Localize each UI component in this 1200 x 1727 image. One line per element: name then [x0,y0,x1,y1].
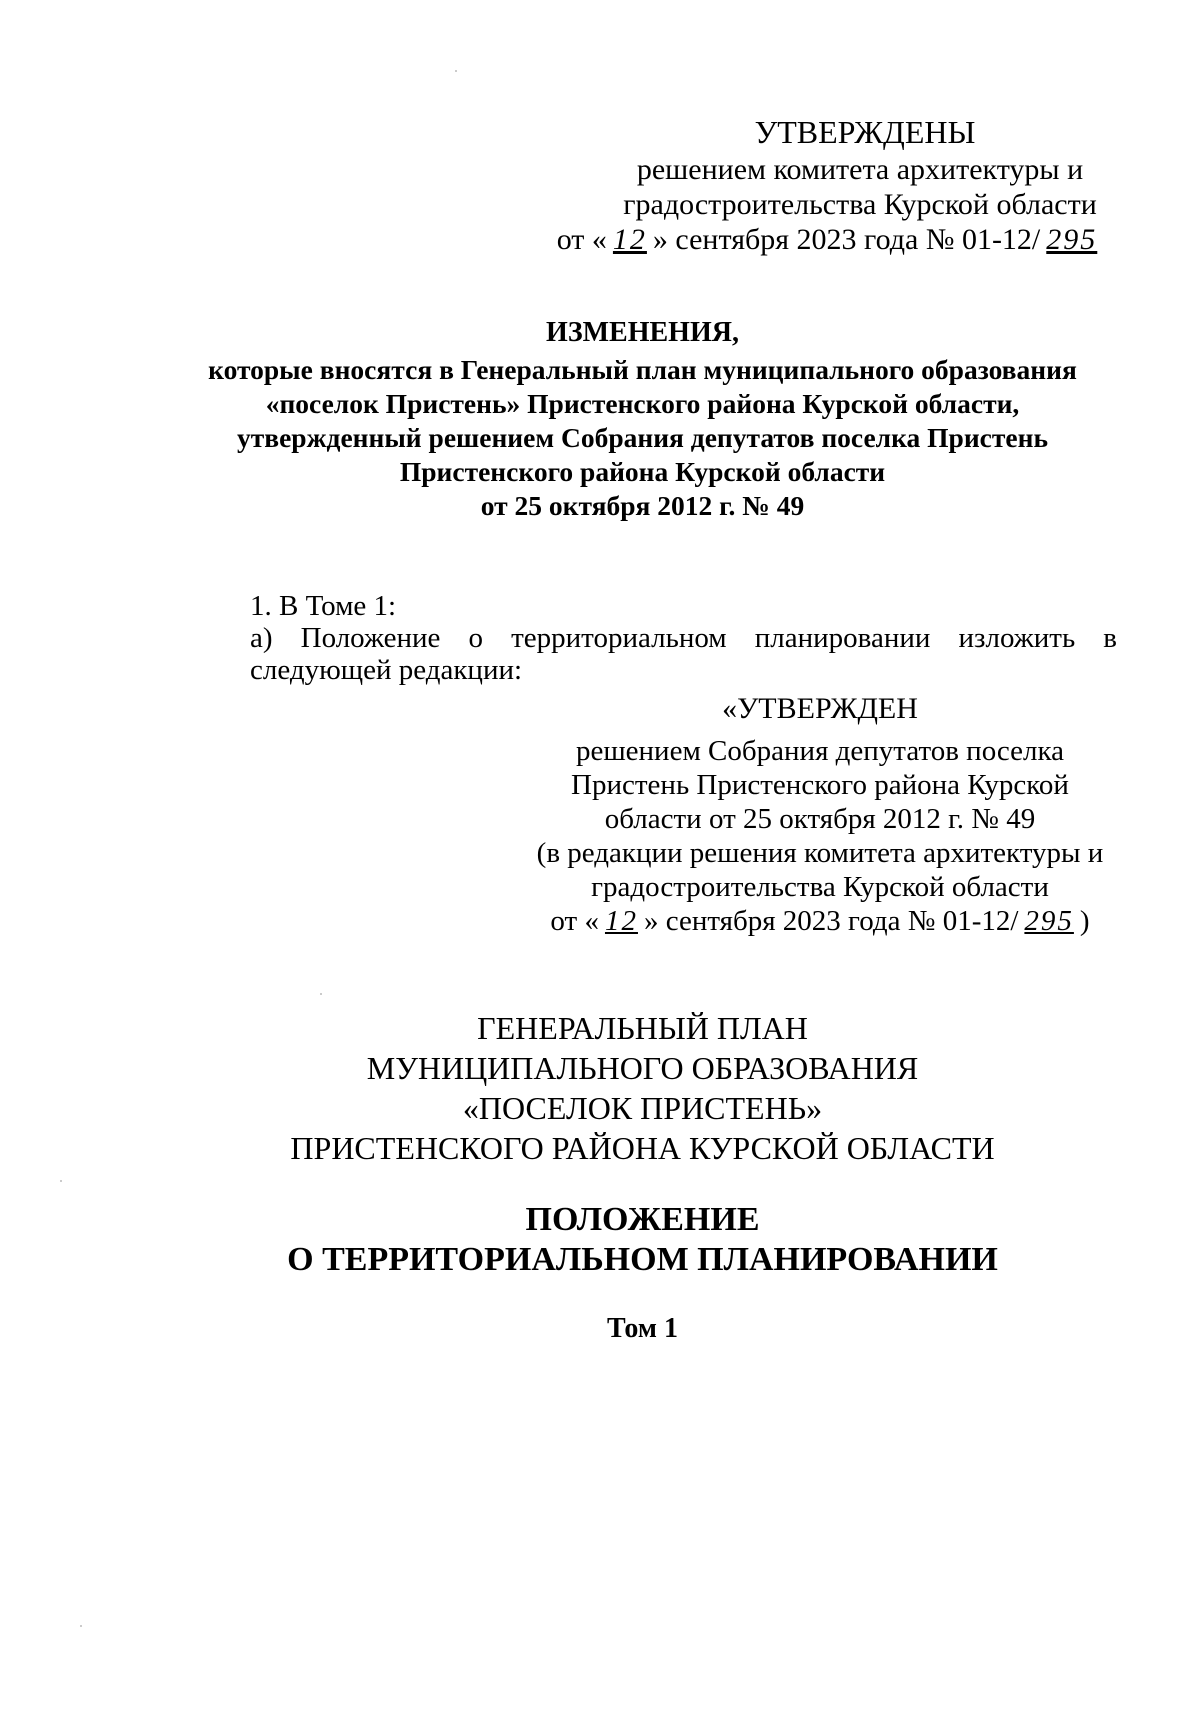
genplan-line-2: МУНИЦИПАЛЬНОГО ОБРАЗОВАНИЯ [366,1050,919,1086]
approval-day-handwritten: 12 [612,223,647,256]
approval-stamp [540,112,1120,257]
scan-speck [320,993,322,995]
body-text [250,590,1117,686]
item-a [250,622,1117,686]
item-1: 1. В Томе 1: [250,590,397,622]
changes-line-4: Пристенского района Курской области [399,456,886,487]
quoted-approval-block [520,690,1120,938]
regulation-line-1: ПОЛОЖЕНИЕ [525,1201,760,1238]
changes-heading [150,316,1135,523]
quoted-approval-line-4: (в редакции решения комитета архитектуры и [536,837,1104,869]
approval-date-line [540,222,1120,257]
regulation-title [150,1200,1135,1280]
scan-speck [455,70,457,72]
genplan-line-3: «ПОСЕЛОК ПРИСТЕНЬ» [462,1090,823,1126]
quoted-day-handwritten: 12 [604,905,638,937]
quoted-approval-line-1: решением Собрания депутатов поселка [575,735,1065,767]
scan-speck [80,1625,82,1627]
general-plan-title [150,1008,1135,1168]
item-a-line-1: а) Положение о территориальном планировании изложить в [250,622,1117,654]
approval-line-1: решением комитета архитектуры и [636,153,1084,186]
approval-line-2: градостроительства Курской области [623,188,1097,221]
approval-date-prefix: от « [556,223,607,256]
genplan-line-4: ПРИСТЕНСКОГО РАЙОНА КУРСКОЙ ОБЛАСТИ [290,1130,995,1166]
approval-title: УТВЕРЖДЕНЫ [754,114,976,150]
changes-title: ИЗМЕНЕНИЯ, [546,317,739,348]
changes-line-3: утвержденный решением Собрания депутатов поселка Пристень [236,422,1048,453]
scan-speck [60,1180,62,1182]
volume-label: Том 1 [607,1313,678,1344]
approval-date-middle: » сентября 2023 года № 01-12/ [652,223,1041,256]
approval-number-handwritten: 295 [1046,223,1098,256]
changes-line-2: «поселок Пристень» Пристенского района Курской области, [265,388,1020,419]
quoted-approval-date-line [520,904,1120,938]
changes-line-1: которые вносятся в Генеральный план муниципального образования [208,354,1077,385]
changes-line-5: от 25 октября 2012 г. № 49 [480,490,805,521]
quoted-date-suffix: ) [1079,905,1090,937]
quoted-date-prefix: от « [550,905,599,937]
quoted-approval-line-3: области от 25 октября 2012 г. № 49 [604,803,1036,835]
regulation-line-2: О ТЕРРИТОРИАЛЬНОМ ПЛАНИРОВАНИИ [287,1241,998,1278]
genplan-line-1: ГЕНЕРАЛЬНЫЙ ПЛАН [477,1010,808,1046]
quoted-approval-line-2: Пристень Пристенского района Курской [571,769,1069,801]
quoted-number-handwritten: 295 [1024,905,1074,937]
quoted-approval-line-5: градостроительства Курской области [591,871,1049,903]
item-a-line-2: следующей редакции: [250,654,523,686]
quoted-date-middle: » сентября 2023 года № 01-12/ [643,905,1019,937]
quoted-approval-title: «УТВЕРЖДЕН [722,692,918,725]
